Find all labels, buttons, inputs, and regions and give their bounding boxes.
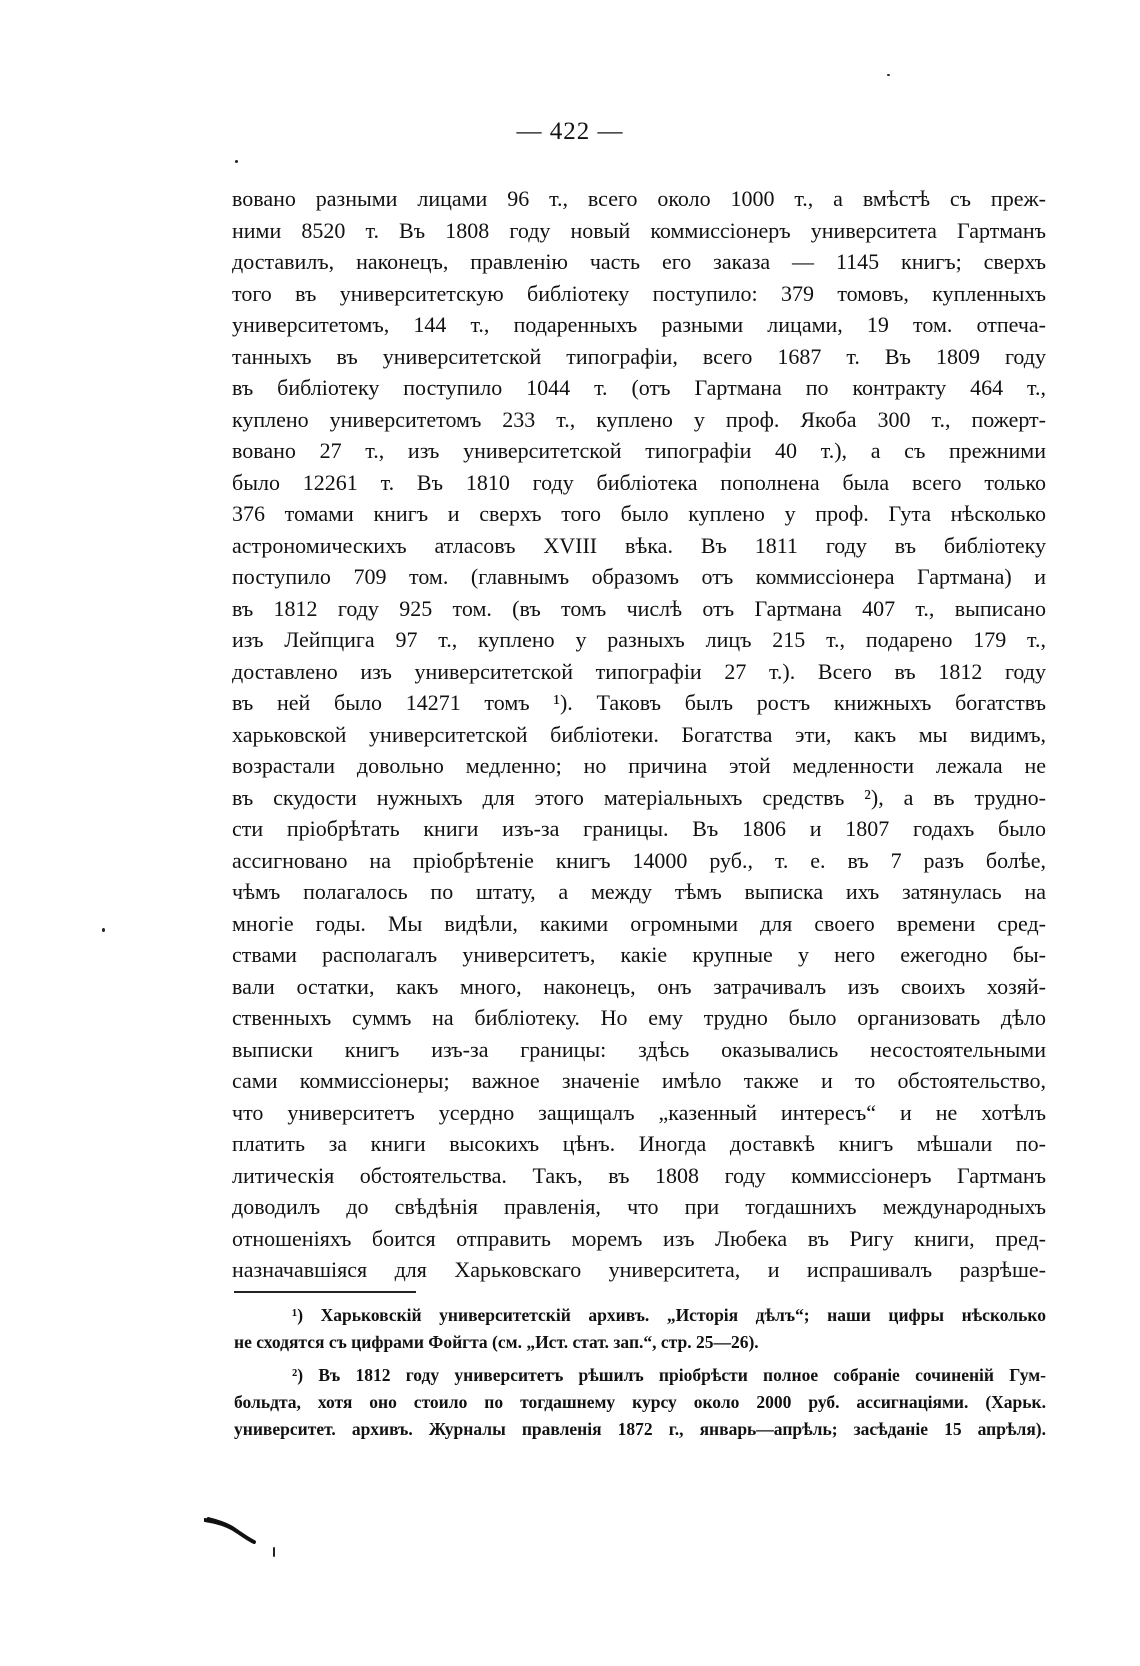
scan-speck (102, 928, 105, 932)
text-line: ними 8520 т. Въ 1808 году новый коммиссіонеръ университета Гартманъ (232, 217, 1046, 243)
scan-speck (235, 160, 238, 163)
text-line: доводилъ до свѣдѣнія правленія, что при тогдашнихъ международныхъ (232, 1194, 1046, 1219)
text-line: вовано разными лицами 96 т., всего около 1000 т., а вмѣстѣ съ преж- (232, 186, 1046, 211)
text-line: университетомъ, 144 т., подаренныхъ разными лицами, 19 том. отпеча- (232, 312, 1046, 337)
text-line: доставлено изъ университетской типографіи 27 т.). Всего въ 1812 году (232, 658, 1046, 684)
footnote-2-line: больдта, хотя оно стоило по тогдашнему курсу около 2000 руб. ассигнаціями. (Харьк. (234, 1392, 1046, 1412)
scan-speck (273, 1547, 275, 1557)
text-line: сти пріобрѣтать книги изъ-за границы. Въ 1806 и 1807 годахъ было (232, 816, 1046, 841)
footnote-1-line: ¹) Харьковскій университетскій архивъ. „Исторія дѣлъ“; наши цифры нѣсколько (292, 1305, 1046, 1325)
text-line: ствами располагалъ университетъ, какіе крупные у него ежегодно бы- (232, 942, 1046, 967)
text-line: было 12261 т. Въ 1810 году библіотека пополнена была всего только (232, 469, 1046, 495)
footnote-2-line: университет. архивъ. Журналы правленія 1872 г., январь—апрѣль; засѣданіе 15 апрѣля). (234, 1419, 1046, 1439)
text-line: въ библіотеку поступило 1044 т. (отъ Гартмана по контракту 464 т., (232, 375, 1046, 400)
footnote-2-line: ²) Въ 1812 году университетъ рѣшилъ пріобрѣсти полное собраніе сочиненій Гум- (292, 1365, 1046, 1385)
text-line: вали остатки, какъ много, наконецъ, онъ затрачивалъ изъ своихъ хозяй- (232, 973, 1046, 999)
text-line: вовано 27 т., изъ университетской типографіи 40 т.), а съ прежними (232, 438, 1046, 463)
text-line: куплено университетомъ 233 т., куплено у проф. Якоба 300 т., пожерт- (232, 406, 1046, 432)
text-line: сами коммиссіонеры; важное значеніе имѣло также и то обстоятельство, (232, 1068, 1046, 1093)
text-line: 376 томами книгъ и сверхъ того было куплено у проф. Гута нѣсколько (232, 501, 1046, 526)
text-line: чѣмъ полагалось по штату, а между тѣмъ выписка ихъ затянулась на (232, 879, 1046, 904)
text-line: ассигновано на пріобрѣтеніе книгъ 14000 руб., т. е. въ 7 разъ болѣе, (232, 847, 1046, 873)
text-line: отношеніяхъ боится отправить моремъ изъ Любека въ Ригу книги, пред- (232, 1225, 1046, 1251)
text-line: въ скудости нужныхъ для этого матеріальныхъ средствъ ²), а въ трудно- (232, 784, 1046, 810)
text-line: въ ней было 14271 томъ ¹). Таковъ былъ ростъ книжныхъ богатствъ (232, 690, 1046, 715)
text-line: астрономическихъ атласовъ XVIII вѣка. Въ 1811 году въ библіотеку (232, 532, 1046, 558)
text-line: доставилъ, наконецъ, правленію часть его заказа — 1145 книгъ; сверхъ (232, 249, 1046, 274)
text-line: возрастали довольно медленно; но причина этой медленности лежала не (232, 753, 1046, 778)
footnote-separator (234, 1291, 416, 1293)
text-line: харьковской университетской библіотеки. Богатства эти, какъ мы видимъ, (232, 721, 1046, 747)
text-line: ственныхъ суммъ на библіотеку. Но ему трудно было организовать дѣло (232, 1005, 1046, 1030)
text-line: назначавшіяся для Харьковскаго университета, и испрашивалъ разрѣше- (232, 1257, 1046, 1282)
text-line: литическія обстоятельства. Такъ, въ 1808 году коммиссіонеръ Гартманъ (232, 1162, 1046, 1188)
text-line: выписки книгъ изъ-за границы: здѣсь оказывались несостоятельными (232, 1036, 1046, 1062)
footnote-1-line: не сходятся съ цифрами Фойгта (см. „Ист. стат. зап.“, стр. 25—26). (234, 1332, 759, 1352)
text-line: того въ университетскую библіотеку поступило: 379 томовъ, купленныхъ (232, 280, 1046, 306)
text-line: изъ Лейпцига 97 т., куплено у разныхъ лицъ 215 т., подарено 179 т., (232, 627, 1046, 652)
footnotes (234, 1302, 1046, 1443)
pen-stroke-mark (204, 1516, 260, 1544)
scan-speck (887, 74, 890, 76)
page-number: — 422 — (516, 118, 624, 145)
text-line: поступило 709 том. (главнымъ образомъ отъ коммиссіонера Гартмана) и (232, 564, 1046, 589)
text-line: танныхъ въ университетской типографіи, всего 1687 т. Въ 1809 году (232, 343, 1046, 369)
text-line: въ 1812 году 925 том. (въ томъ числѣ отъ Гартмана 407 т., выписано (232, 595, 1046, 621)
text-line: платить за книги высокихъ цѣнъ. Иногда доставкѣ книгъ мѣшали по- (232, 1131, 1046, 1156)
text-line: что университетъ усердно защищалъ „казенный интересъ“ и не хотѣлъ (232, 1099, 1046, 1125)
text-line: многіе годы. Мы видѣли, какими огромными для своего времени сред- (232, 910, 1046, 936)
main-text (232, 183, 1046, 1286)
